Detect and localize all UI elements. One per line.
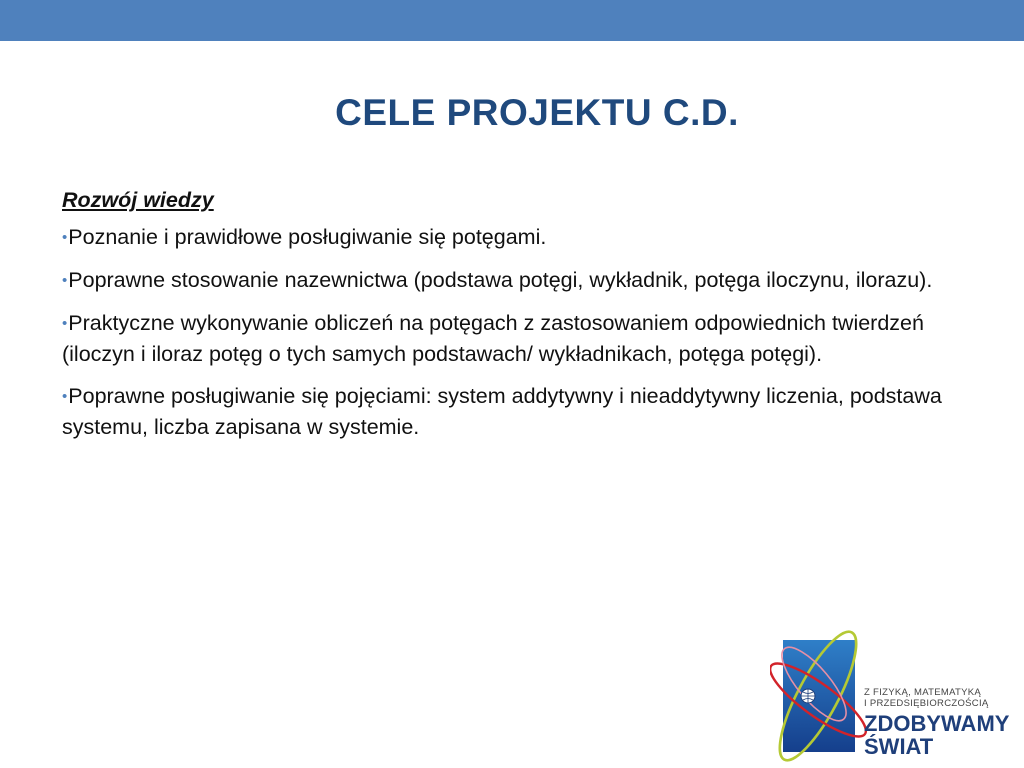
logo-brand-name: ZDOBYWAMY ŚWIAT — [864, 711, 1010, 759]
bullet-item — [62, 308, 942, 369]
bullet-icon: • — [62, 388, 68, 405]
bullet-text: Praktyczne wykonywanie obliczeń na potęgach z zastosowaniem odpowiednich twierdzeń (iloczyn i iloraz potęg o tych samych podstawach/ wykładnikach, potęga potęgi). — [62, 311, 924, 366]
bullet-icon: • — [62, 229, 68, 246]
bullet-item — [62, 265, 942, 296]
slide-title: CELE PROJEKTU C.D. — [335, 92, 739, 133]
bullet-item — [62, 381, 942, 442]
bullet-item — [62, 222, 942, 253]
bullet-icon: • — [62, 315, 68, 332]
bullet-list — [62, 222, 942, 442]
logo-tagline: Z FIZYKĄ, MATEMATYKĄ I PRZEDSIĘBIORCZOŚCIĄ — [864, 687, 989, 709]
bullet-icon: • — [62, 272, 68, 289]
top-accent-bar — [0, 0, 1024, 41]
bullet-text: Poznanie i prawidłowe posługiwanie się potęgami. — [68, 225, 547, 249]
section-subheading: Rozwój wiedzy — [62, 188, 214, 212]
slide-content — [62, 185, 942, 454]
bullet-text: Poprawne stosowanie nazewnictwa (podstawa potęgi, wykładnik, potęga iloczynu, ilorazu). — [68, 268, 933, 292]
bullet-text: Poprawne posługiwanie się pojęciami: system addytywny i nieaddytywny liczenia, podstawa systemu, liczba zapisana w systemie. — [62, 384, 942, 439]
